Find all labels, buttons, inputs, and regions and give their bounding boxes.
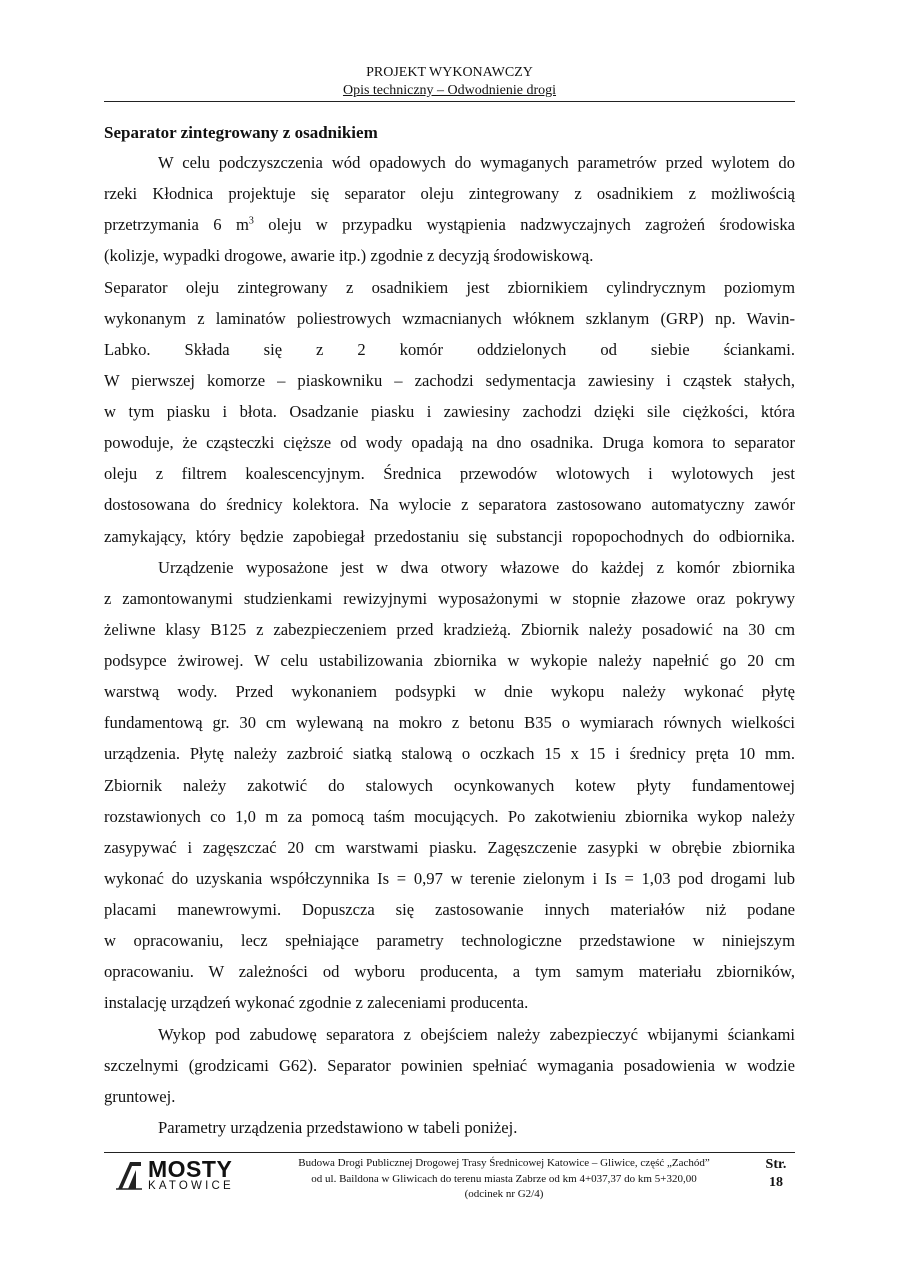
text-line-content: zamykający, który będzie zapobiegał przedostaniu się substancji ropopochodnych do odbiornika. (104, 526, 795, 546)
text-line-content: warstwą wody. Przed wykonaniem podsypki w dnie wykopu należy wykonać płytę (104, 682, 795, 702)
text-line (104, 991, 795, 1022)
text-line-content: W pierwszej komorze – piaskowniku – zachodzi sedymentacja zawiesiny i cząstek stałych, (104, 370, 795, 390)
text-line (104, 711, 795, 742)
text-line (104, 774, 795, 805)
text-line-content: dostosowana do średnicy kolektora. Na wylocie z separatora zastosowano automatyczny zawór (104, 495, 795, 515)
text-line (104, 929, 795, 960)
text-line-content: podsypce żwirowej. W celu ustabilizowania zbiornika w wykopie należy napełnić go 20 cm (104, 651, 795, 670)
text-line (104, 836, 795, 867)
footer-rule (104, 1152, 795, 1153)
text-line-content: Parametry urządzenia przedstawiono w tabeli poniżej. (158, 1117, 518, 1137)
text-line (104, 556, 795, 587)
text-line (104, 151, 795, 182)
text-line-content: instalację urządzeń wykonać zgodnie z zaleceniami producenta. (104, 993, 529, 1013)
text-line (104, 1116, 795, 1147)
logo-main-text: MOSTY (148, 1156, 233, 1182)
page-number-value: 18 (769, 1175, 783, 1190)
project-line: Budowa Drogi Publicznej Drogowej Trasy Średnicowej Katowice – Gliwice, część „Zachód” (298, 1157, 710, 1169)
text-line-content: Urządzenie wyposażone jest w dwa otwory włazowe do każdej z komór zbiornika (158, 557, 795, 577)
text-line-content: oleju w przypadku wystąpienia nadzwyczajnych zagrożeń środowiska (253, 215, 795, 235)
text-line (104, 369, 795, 400)
text-line-content: (kolizje, wypadki drogowe, awarie itp.) zgodnie z decyzją środowiskową. (104, 246, 594, 266)
text-line-content: w tym piasku i błota. Osadzanie piasku i zawiesiny zachodzi dzięki sile ciężkości, która (104, 402, 795, 421)
header-title: PROJEKT WYKONAWCZY (366, 65, 533, 80)
text-line (104, 462, 795, 493)
page-number (756, 1156, 796, 1192)
section-title: Separator zintegrowany z osadnikiem (104, 123, 378, 142)
text-line (104, 742, 795, 773)
text-line-content: Labko. Składa się z 2 komór oddzielonych od siebie ściankami. (104, 339, 795, 359)
logo-sub-text: KATOWICE (148, 1180, 234, 1192)
text-line (104, 431, 795, 462)
text-line (104, 525, 795, 556)
project-line: od ul. Baildona w Gliwicach do terenu miasta Zabrze od km 4+037,37 do km 5+320,00 (311, 1172, 697, 1185)
text-line (104, 244, 795, 275)
text-line-content: Separator oleju zintegrowany z osadnikiem jest zbiornikiem cylindrycznym poziomym (104, 277, 795, 297)
text-line (104, 276, 795, 307)
text-line (104, 960, 795, 991)
text-line-content: w opracowaniu, lecz spełniające parametry technologiczne przedstawione w niniejszym (104, 931, 795, 951)
project-description (264, 1156, 744, 1203)
text-line (104, 587, 795, 618)
text-line (104, 1023, 795, 1054)
text-line-content: zasypywać i zagęszczać 20 cm warstwami piasku. Zagęszczenie zasypki w obrębie zbiornika (104, 837, 795, 857)
text-line (104, 867, 795, 898)
text-line-content: rzeki Kłodnica projektuje się separator oleju zintegrowany z osadnikiem z możliwością (104, 184, 795, 204)
project-line: (odcinek nr G2/4) (464, 1188, 544, 1200)
header-subtitle: Opis techniczny – Odwodnienie drogi (342, 83, 557, 98)
text-line (104, 680, 795, 711)
text-line-content: urządzenia. Płytę należy zazbroić siatką stalową o oczkach 15 x 15 i średnicy pręta 10 mm. (104, 744, 795, 764)
text-line-content: fundamentową gr. 30 cm wylewaną na mokro z betonu B35 o wymiarach równych wielkości (104, 713, 795, 733)
text-line-content: wykonać do uzyskania współczynnika Is = 0,97 w terenie zielonym i Is = 1,03 pod drogami lub (104, 868, 795, 888)
text-line-content: placami manewrowymi. Dopuszcza się zastosowanie innych materiałów niż podane (104, 900, 795, 919)
text-line-content: przetrzymania 6 m (104, 215, 249, 235)
page-header (104, 64, 795, 100)
text-line (104, 400, 795, 431)
text-line-content: gruntowej. (104, 1086, 176, 1106)
text-line-content: W celu podczyszczenia wód opadowych do wymaganych parametrów przed wylotem do (158, 153, 795, 172)
text-line (104, 213, 795, 244)
text-line (104, 1054, 795, 1085)
text-line-content: rozstawionych co 1,0 m za pomocą taśm mocujących. Po zakotwieniu zbiornika wykop należy (104, 806, 795, 826)
text-line-content: Zbiornik należy zakotwić do stalowych ocynkowanych kotew płyty fundamentowej (104, 775, 795, 795)
header-rule (104, 101, 795, 102)
text-line-content: z zamontowanymi studzienkami rewizyjnymi wyposażonymi w stopnie złazowe oraz pokrywy (104, 588, 795, 608)
text-line-content: szczelnymi (grodzicami G62). Separator powinien spełniać wymagania posadowienia w wodzie (104, 1055, 795, 1075)
text-line (104, 1085, 795, 1116)
text-line-content: oleju z filtrem koalescencyjnym. Średnica przewodów wlotowych i wylotowych jest (104, 464, 795, 484)
text-line-content: żeliwne klasy B125 z zabezpieczeniem przed kradzieżą. Zbiornik należy posadowić na 30 cm (104, 619, 795, 639)
text-line (104, 493, 795, 524)
text-line (104, 649, 795, 680)
text-line-content: wykonanym z laminatów poliestrowych wzmacnianych włóknem szklanym (GRP) np. Wavin- (104, 308, 795, 328)
text-line-content: powoduje, że cząsteczki cięższe od wody opadają na dno osadnika. Druga komora to separator (104, 433, 795, 453)
company-logo (116, 1158, 246, 1194)
text-line-content: opracowaniu. W zależności od wyboru producenta, a tym samym materiału zbiorników, (104, 962, 795, 982)
text-line (104, 805, 795, 836)
text-line (104, 182, 795, 213)
text-line (104, 307, 795, 338)
superscript: 3 (248, 215, 254, 227)
page-footer (104, 1156, 795, 1206)
body-text (104, 151, 795, 1147)
logo-mark-icon (116, 1160, 142, 1190)
text-line-content: Wykop pod zabudowę separatora z obejściem należy zabezpieczyć wbijanymi ściankami (158, 1024, 795, 1044)
text-line (104, 898, 795, 929)
page-label: Str. (765, 1157, 787, 1172)
text-line (104, 618, 795, 649)
text-line (104, 338, 795, 369)
